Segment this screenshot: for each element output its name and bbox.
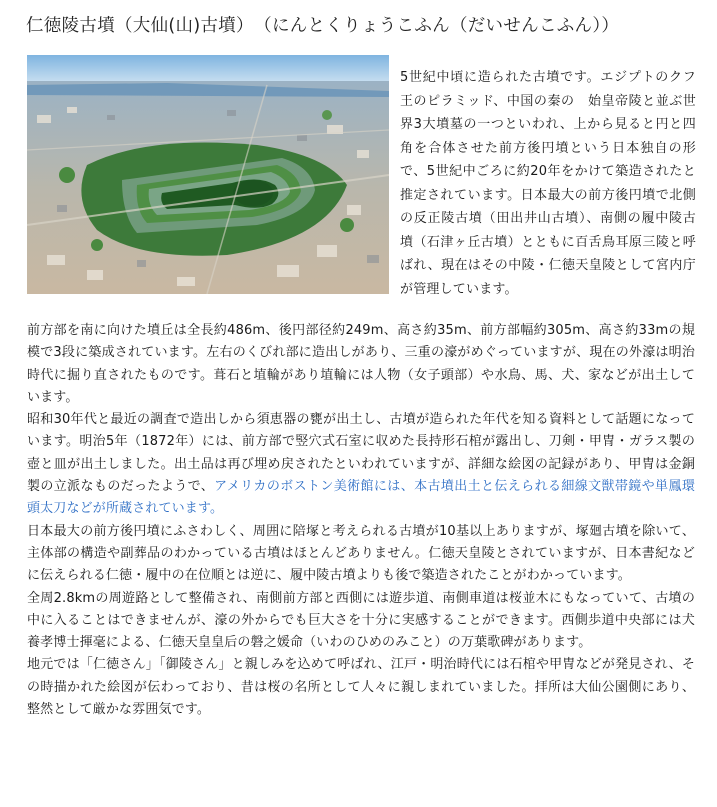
paragraph-excavation: [27, 409, 695, 520]
paragraph-local-name: 地元では「仁徳さん」「御陵さん」と親しみを込めて呼ばれ、江戸・明治時代には石棺や甲冑などが発見され、その時描かれた絵図が伝わっており、昔は桜の名所として人々に親しまれていました。拝所は大仙公園側にあり、整然として厳かな雰囲気です。: [27, 657, 695, 718]
boston-museum-text: アメリカのボストン美術館には、本古墳出土と伝えられる細線文獣帯鏡や単鳳環頭太刀などが所蔵されています。: [27, 479, 695, 517]
paragraph-dimensions: 前方部を南に向けた墳丘は全長約486m、後円部径約249m、高さ約35m、前方部幅約305m、高さ約33mの規模で3段に築成されています。左右のくびれ部に造出しがあり、三重の濠がめぐっていますが、現在の外濠は明治時代に掘り直されたものです。葺石と埴輪があり埴輪には人物（女子頭部）や水鳥、馬、犬、家などが出土しています。: [27, 323, 695, 405]
body-text: [27, 320, 695, 721]
aerial-photo-kofun: [27, 55, 389, 294]
paragraph-walkway: 全周2.8kmの周遊路として整備され、南側前方部と西側には遊歩道、南側車道は桜並木にもなっていて、古墳の中に入ることはできませんが、濠の外からでも巨大さを十分に実感することができます。西側歩道中央部には犬養孝博士揮毫による、仁徳天皇皇后の磐之媛命（いわのひめのみこと）の万葉歌碑があります。: [27, 590, 695, 651]
excavation-text: 昭和30年代と最近の調査で造出しから須恵器の甕が出土し、古墳が造られた年代を知る資料として話題になっています。明治5年（1872年）には、前方部で竪穴式石室に収めた長持形石棺が露出し、刀剣・甲冑・ガラス製の壺と皿が出土しました。出土品は再び埋め戻されたといわれていますが、詳細な絵図の記録があり、甲冑は金銅製の立派なものだったようで、: [27, 412, 695, 495]
page-title: 仁徳陵古墳（大仙(山)古墳） （にんとくりょうこふん（だいせんこふん））: [26, 16, 620, 36]
paragraph-satellite-tombs: 日本最大の前方後円墳にふさわしく、周囲に陪塚と考えられる古墳が10基以上ありますが、塚廻古墳を除いて、主体部の構造や副葬品のわかっている古墳はほとんどありません。仁徳天皇陵とされていますが、日本書紀などに伝えられる仁徳・履中の在位順とは逆に、履中陵古墳よりも後で築造されたことがわかっています。: [27, 523, 695, 584]
intro-text: 5世紀中頃に造られた古墳です。エジプトのクフ王のピラミッド、中国の秦の 始皇帝陵と並ぶ世界3大墳墓の一つといわれ、上から見ると円と四角を合体させた前方後円墳という日本独自の形で、5世紀中ごろに約20年をかけて築造されたと推定されています。日本最大の前方後円墳で北側の反正陵古墳（田出井山古墳）、南側の履中陵古墳（石津ヶ丘古墳）とともに百舌鳥耳原三陵と呼ばれ、現在はその中陵・仁徳天皇陵として宮内庁が管理しています。: [400, 70, 696, 297]
